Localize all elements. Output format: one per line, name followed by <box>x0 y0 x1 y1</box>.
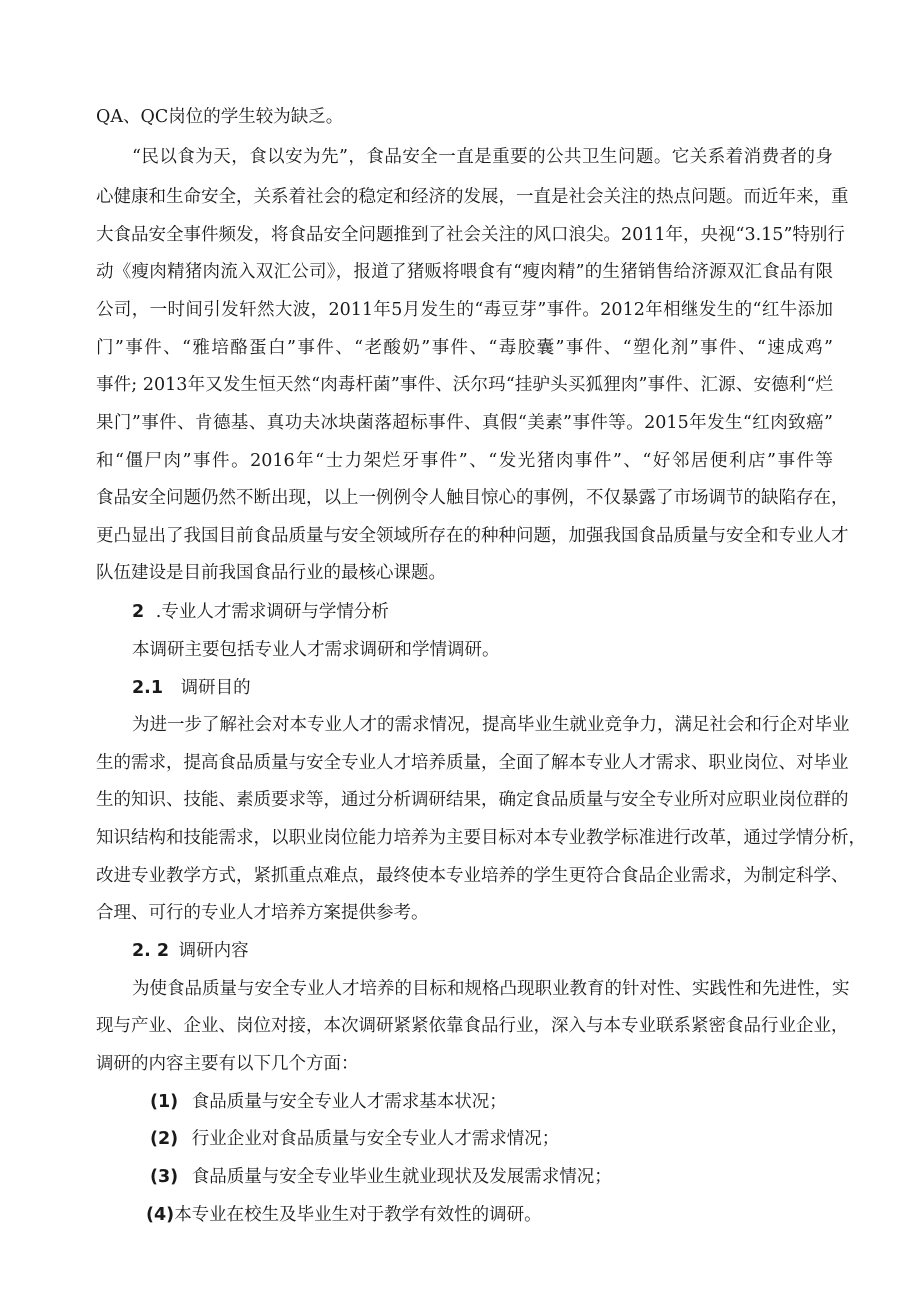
section-title: .专业人才需求调研与学情分析 <box>155 602 389 622</box>
text-line: 为使食品质量与安全专业人才培养的目标和规格凸现职业教育的针对性、实践性和先进性，实 <box>132 979 850 999</box>
text-line: 生的需求，提高食品质量与安全专业人才培养质量，全面了解本专业人才需求、职业岗位、对毕业 <box>96 753 849 773</box>
text-line: 果门”事件、肯德基、真功夫冰块菌落超标事件、真假“美素”事件等。2015年发生“红肉致癌” <box>96 413 833 433</box>
list-item-text: 本专业在校生及毕业生对于教学有效性的调研。 <box>174 1205 542 1225</box>
paragraph-continued: QA、QC岗位的学生较为缺乏。 <box>96 107 344 127</box>
text-line: 合理、可行的专业人才培养方案提供参考。 <box>96 903 429 923</box>
list-item-number: (4) <box>146 1205 175 1225</box>
section-2-1-heading <box>132 676 251 700</box>
section-number: 2. 2 <box>132 941 170 961</box>
list-item-text: 行业企业对食品质量与安全专业人才需求情况； <box>191 1129 560 1149</box>
list-item <box>150 1127 559 1151</box>
text-line: 知识结构和技能需求，以职业岗位能力培养为主要目标对本专业教学标准进行改革，通过学情分析， <box>96 828 866 848</box>
text-line: 生的知识、技能、素质要求等，通过分析调研结果，确定食品质量与安全专业所对应职业岗位群的 <box>96 790 849 810</box>
text-line: 动《瘦肉精猪肉流入双汇公司》，报道了猪贩将喂食有“瘦肉精”的生猪销售给济源双汇食品有限 <box>96 262 833 282</box>
list-item <box>150 1165 612 1189</box>
text-line: 食品安全问题仍然不断出现，以上一例例令人触目惊心的事例，不仅暴露了市场调节的缺陷存在， <box>96 488 849 508</box>
text-line: 门”事件、“雅培酪蛋白”事件、“老酸奶”事件、“毒胶囊”事件、“塑化剂”事件、“速成鸡” <box>96 338 833 358</box>
list-item-number: (2) <box>150 1129 179 1149</box>
text-line: 公司，一时间引发轩然大波，2011年5月发生的“毒豆芽”事件。2012年相继发生的“红牛添加 <box>96 300 833 320</box>
list-item-text: 食品质量与安全专业毕业生就业现状及发展需求情况； <box>191 1167 612 1187</box>
text-line: 为进一步了解社会对本专业人才的需求情况，提高毕业生就业竞争力，满足社会和行企对毕业 <box>132 715 850 735</box>
text-line: 更凸显出了我国目前食品质量与安全领域所存在的种种问题，加强我国食品质量与安全和专业人才 <box>96 526 849 546</box>
section-number: 2.1 <box>132 678 164 698</box>
text-line: 心健康和生命安全，关系着社会的稳定和经济的发展，一直是社会关注的热点问题。而近年来，重 <box>96 187 849 207</box>
text-line: 大食品安全事件频发，将食品安全问题推到了社会关注的风口浪尖。2011年，央视“3.15”特别行 <box>96 225 845 245</box>
list-item-number: (3) <box>150 1167 179 1187</box>
text-line: 现与产业、企业、岗位对接，本次调研紧紧依靠食品行业，深入与本专业联系紧密食品行业企业， <box>96 1016 849 1036</box>
list-item <box>146 1203 542 1227</box>
text-line: 调研的内容主要有以下几个方面： <box>96 1054 359 1074</box>
section-2-2-heading <box>132 939 249 963</box>
section-title: 调研内容 <box>178 941 249 961</box>
text-line: 队伍建设是目前我国食品行业的最核心课题。 <box>96 563 446 583</box>
text-line: “民以食为天，食以安为先”，食品安全一直是重要的公共卫生问题。它关系着消费者的身 <box>132 147 833 167</box>
section-title: 调研目的 <box>180 678 251 698</box>
text-line: 事件; 2013年又发生恒天然“肉毒杆菌”事件、沃尔玛“挂驴头买狐狸肉”事件、汇源、安德利“烂 <box>96 375 833 395</box>
section-number: 2 <box>132 602 145 622</box>
list-item-number: (1) <box>150 1092 179 1112</box>
section-2-intro: 本调研主要包括专业人才需求调研和学情调研。 <box>132 640 500 660</box>
section-2-heading <box>132 600 389 624</box>
text-line: 和“僵尸肉”事件。2016年“士力架烂牙事件”、“发光猪肉事件”、“好邻居便利店”事件等 <box>96 451 833 471</box>
list-item <box>150 1090 507 1114</box>
text-line: 改进专业教学方式，紧抓重点难点，最终使本专业培养的学生更符合食品企业需求，为制定科学、 <box>96 866 849 886</box>
list-item-text: 食品质量与安全专业人才需求基本状况； <box>191 1092 507 1112</box>
